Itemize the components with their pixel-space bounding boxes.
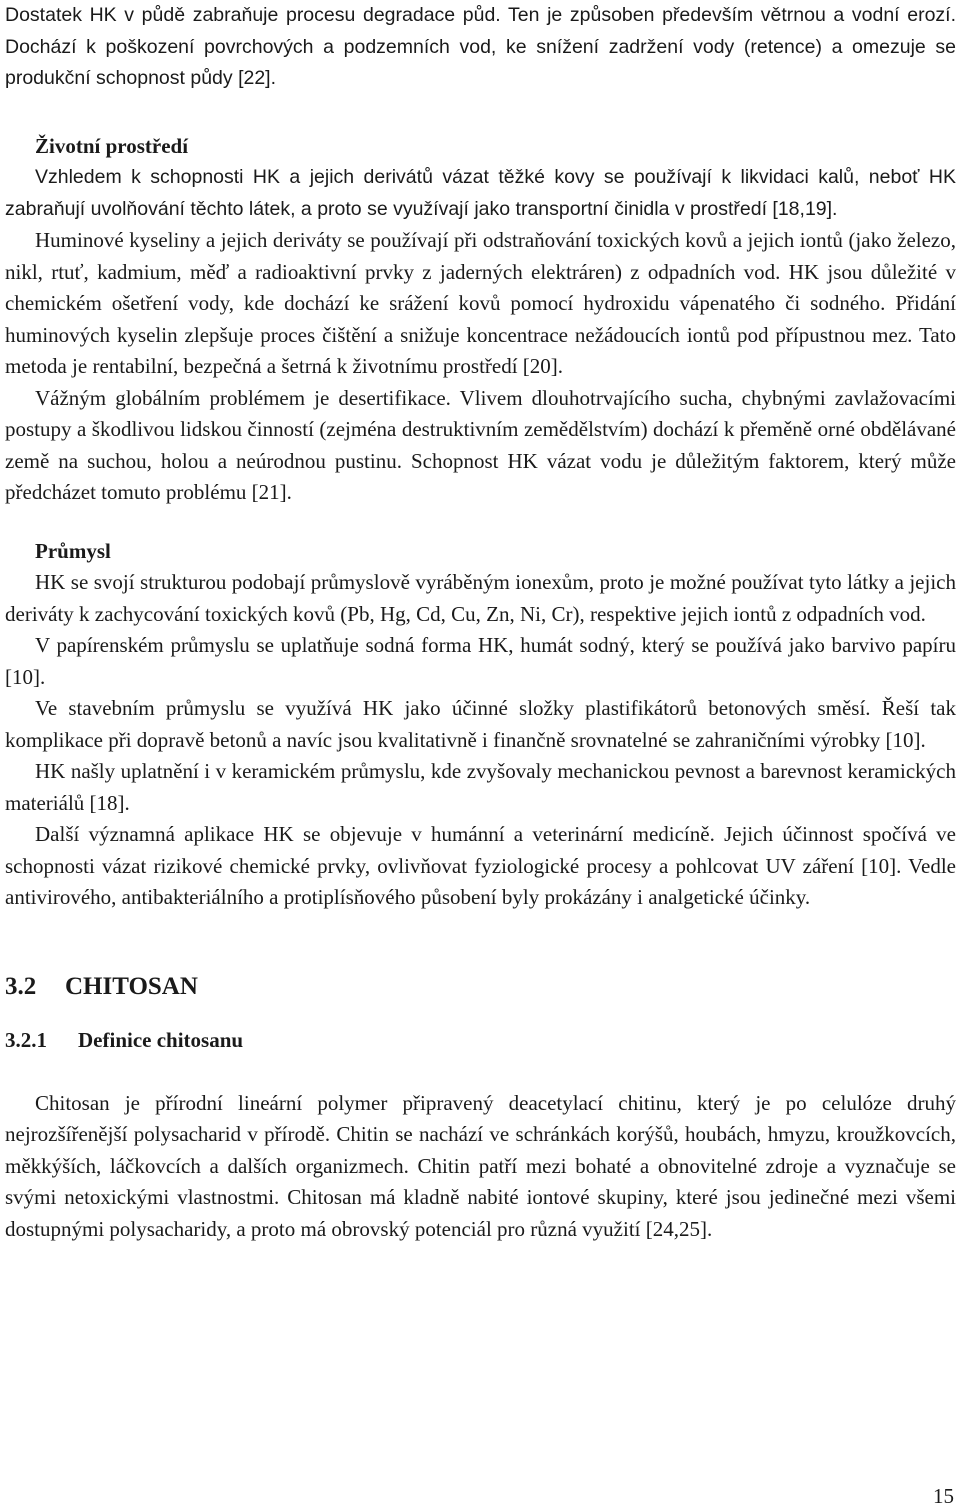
industry-paragraph-5: Další významná aplikace HK se objevuje v humánní a veterinární medicíně. Jejich účinnost spočívá ve schopnosti vázat rizikové chemické prvky, ovlivňovat fyziologické procesy a pohlcovat UV záření [10]. Vedle antivirového, antibakteriálního a protiplísňového působení byly prokázány i analgetické účinky. [5,822,956,909]
industry-paragraph-2: V papírenském průmyslu se uplatňuje sodná forma HK, humát sodný, který se používá jako barvivo papíru [10]. [5,633,956,689]
industry-paragraph-1: HK se svojí strukturou podobají průmyslově vyráběným ionexům, proto je možné používat tyto látky a jejich deriváty k zachycování toxických kovů (Pb, Hg, Cd, Cu, Zn, Ni, Cr), respektive jejich iontů z odpadních vod. [5,570,956,626]
environment-paragraph-2: Huminové kyseliny a jejich deriváty se používají při odstraňování toxických kovů a jejich iontů (jako železo, nikl, rtuť, kadmium, měď a radioaktivní prvky z jaderných elektráren) z odpadních vod. HK jsou důležité v chemickém ošetření vody, kde dochází ke srážení kovů pomocí hydroxidu vápenatého či sodného. Přidání huminových kyselin zlepšuje proces čištění a snižuje koncentrace nežádoucích iontů pod přípustnou mez. Tato metoda je rentabilní, bezpečná a šetrná k životnímu prostředí [20]. [5,228,956,378]
subsection-title: Definice chitosanu [78,1027,244,1052]
subsection-number: 3.2.1 [5,1027,47,1052]
industry-paragraph-3: Ve stavebním průmyslu se využívá HK jako účinné složky plastifikátorů betonových směsí. Řeší tak komplikace při dopravě betonů a navíc jsou kvalitativně i finančně srovnatelné se zahraničními výrobky [10]. [5,696,956,752]
environment-paragraph-1: Vzhledem k schopnosti HK a jejich derivátů vázat těžké kovy se používají k likvidaci kalů, neboť HK zabraňují uvolňování těchto látek, a proto se využívají jako transportní činidla v prostředí [18,19]. [5,166,956,220]
document-page [5,0,956,1245]
subsection-heading [5,1025,956,1056]
chitosan-paragraph: Chitosan je přírodní lineární polymer připravený deacetylací chitinu, který je po celulóze druhý nejrozšířenější polysacharid v přírodě. Chitin se nachází ve schránkách korýšů, houbách, hmyzu, kroužkovcích, měkkýších, láčkovcích a dalších organizmech. Chitin patří mezi bohaté a obnovitelné zdroje a vyznačuje se svými netoxickými vlastnostmi. Chitosan má kladně nabité iontové skupiny, které jsou jedinečné mezi všemi dostupnými polysacharidy, a proto má obrovský potenciál pro různá využití [24,25]. [5,1090,956,1241]
industry-heading: Průmysl [35,538,111,563]
environment-heading: Životní prostředí [35,133,189,158]
section-title: CHITOSAN [65,972,198,1000]
section-number: 3.2 [5,972,37,1000]
intro-paragraph: Dostatek HK v půdě zabraňuje procesu degradace půd. Ten je způsoben především větrnou a vodní erozí. Dochází k poškození povrchových a podzemních vod, ke snížení zadržení vody (retence) a omezuje se produkční schopnost půdy [22]. [5,4,956,89]
section-heading [5,969,956,1005]
environment-paragraph-3: Vážným globálním problémem je desertifikace. Vlivem dlouhotrvajícího sucha, chybnými zavlažovacími postupy a škodlivou lidskou činností (zejména destruktivním zemědělstvím) dochází k přeměně orné obdělávané země na suchou, holou a neúrodnou pustinu. Schopnost HK vázat vodu je důležitým faktorem, který může předcházet tomuto problému [21]. [5,385,956,504]
industry-paragraph-4: HK našly uplatnění i v keramickém průmyslu, kde zvyšovaly mechanickou pevnost a barevnost keramických materiálů [18]. [5,759,956,815]
page-number: 15 [933,1484,954,1508]
